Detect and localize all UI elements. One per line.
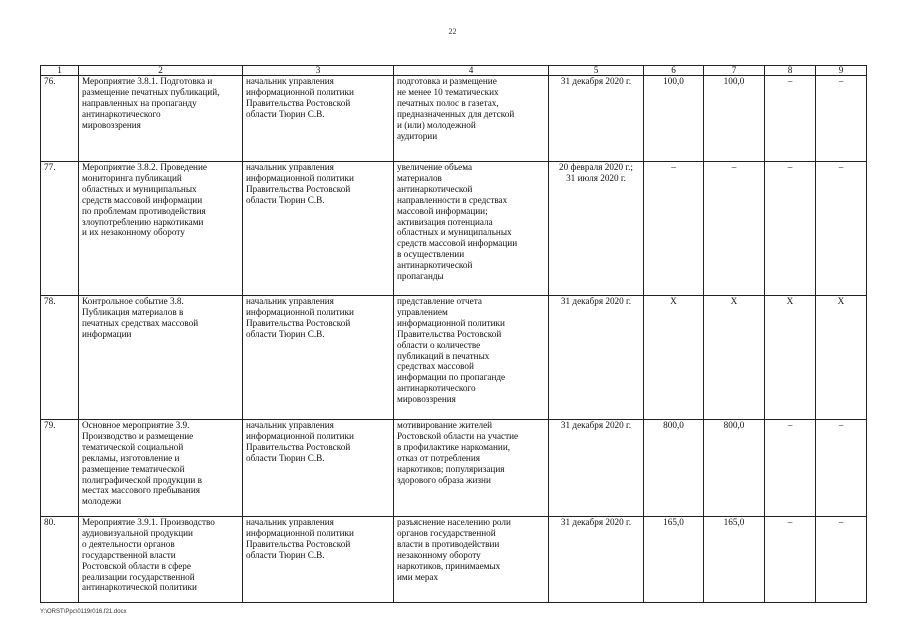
column-number-row — [41, 66, 867, 76]
result-cell: представление отчета управлением информационной политики Правительства Ростовской области о количестве публикаций в печатных средствах массовой информации по пропаганде антинаркотического мировоззрения — [394, 296, 549, 420]
column-number: 4 — [394, 66, 549, 76]
value-cell: – — [644, 162, 704, 296]
column-number: 3 — [243, 66, 394, 76]
column-number: 8 — [765, 66, 816, 76]
responsible-cell: начальник управления информационной политики Правительства Ростовской области Тюрин С.В. — [243, 296, 394, 420]
value-cell: – — [765, 162, 816, 296]
value-cell: 100,0 — [704, 76, 765, 162]
row-number: 78. — [41, 296, 79, 420]
responsible-cell: начальник управления информационной политики Правительства Ростовской области Тюрин С.В. — [243, 76, 394, 162]
deadline-cell: 31 декабря 2020 г. — [549, 296, 644, 420]
value-cell: Х — [816, 296, 867, 420]
responsible-cell: начальник управления информационной политики Правительства Ростовской области Тюрин С.В. — [243, 517, 394, 603]
table-row — [41, 76, 867, 162]
activity-cell: Основное мероприятие 3.9. Производство и размещение тематической социальной рекламы, изготовление и размещение тематической полиграфической продукции в местах массового пребывания молодежи — [79, 420, 243, 517]
file-path-footer: Y:\ORST\Ppc\0119r016.f21.docx — [40, 609, 127, 615]
value-cell: – — [816, 517, 867, 603]
value-cell: 165,0 — [704, 517, 765, 603]
activity-cell: Мероприятие 3.8.1. Подготовка и размещение печатных публикаций, направленных на пропаганду антинаркотического мировоззрения — [79, 76, 243, 162]
deadline-cell: 31 декабря 2020 г. — [549, 420, 644, 517]
value-cell: – — [704, 162, 765, 296]
activity-plan-table — [40, 65, 867, 603]
table-row — [41, 517, 867, 603]
activity-cell: Мероприятие 3.8.2. Проведение мониторинга публикаций областных и муниципальных средств массовой информации по проблемам противодействия злоупотреблению наркотиками и их незаконному обороту — [79, 162, 243, 296]
value-cell: – — [765, 76, 816, 162]
column-number: 9 — [816, 66, 867, 76]
value-cell: – — [765, 517, 816, 603]
row-number: 76. — [41, 76, 79, 162]
value-cell: – — [816, 162, 867, 296]
column-number: 1 — [41, 66, 79, 76]
result-cell: подготовка и размещение не менее 10 тематических печатных полос в газетах, предназначенных для детской и (или) молодежной аудитории — [394, 76, 549, 162]
result-cell: мотивирование жителей Ростовской области на участие в профилактике наркомании, отказ от потребления наркотиков; популяризация здорового образа жизни — [394, 420, 549, 517]
value-cell: – — [816, 420, 867, 517]
activity-cell: Контрольное событие 3.8. Публикация материалов в печатных средствах массовой информации — [79, 296, 243, 420]
table-row — [41, 296, 867, 420]
row-number: 79. — [41, 420, 79, 517]
result-cell: разъяснение населению роли органов государственной власти в противодействии незаконному обороту наркотиков, принимаемых ими мерах — [394, 517, 549, 603]
value-cell: 165,0 — [644, 517, 704, 603]
value-cell: 800,0 — [644, 420, 704, 517]
value-cell: Х — [644, 296, 704, 420]
column-number: 7 — [704, 66, 765, 76]
deadline-cell: 31 декабря 2020 г. — [549, 517, 644, 603]
column-number: 2 — [79, 66, 243, 76]
table-row — [41, 420, 867, 517]
deadline-cell: 20 февраля 2020 г.; 31 июля 2020 г. — [549, 162, 644, 296]
value-cell: – — [765, 420, 816, 517]
deadline-cell: 31 декабря 2020 г. — [549, 76, 644, 162]
activity-cell: Мероприятие 3.9.1. Производство аудиовизуальной продукции о деятельности органов государственной власти Ростовской области в сфере реализации государственной антинаркотической политики — [79, 517, 243, 603]
result-cell: увеличение объема материалов антинаркотической направленности в средствах массовой информации; активизация потенциала областных и муниципальных средств массовой информации в осуществлении антинаркотической пропаганды — [394, 162, 549, 296]
column-number: 5 — [549, 66, 644, 76]
responsible-cell: начальник управления информационной политики Правительства Ростовской области Тюрин С.В. — [243, 420, 394, 517]
row-number: 77. — [41, 162, 79, 296]
row-number: 80. — [41, 517, 79, 603]
value-cell: 100,0 — [644, 76, 704, 162]
value-cell: Х — [704, 296, 765, 420]
value-cell: 800,0 — [704, 420, 765, 517]
responsible-cell: начальник управления информационной политики Правительства Ростовской области Тюрин С.В. — [243, 162, 394, 296]
value-cell: Х — [765, 296, 816, 420]
value-cell: – — [816, 76, 867, 162]
column-number: 6 — [644, 66, 704, 76]
page-number: 22 — [448, 27, 457, 36]
table-row — [41, 162, 867, 296]
